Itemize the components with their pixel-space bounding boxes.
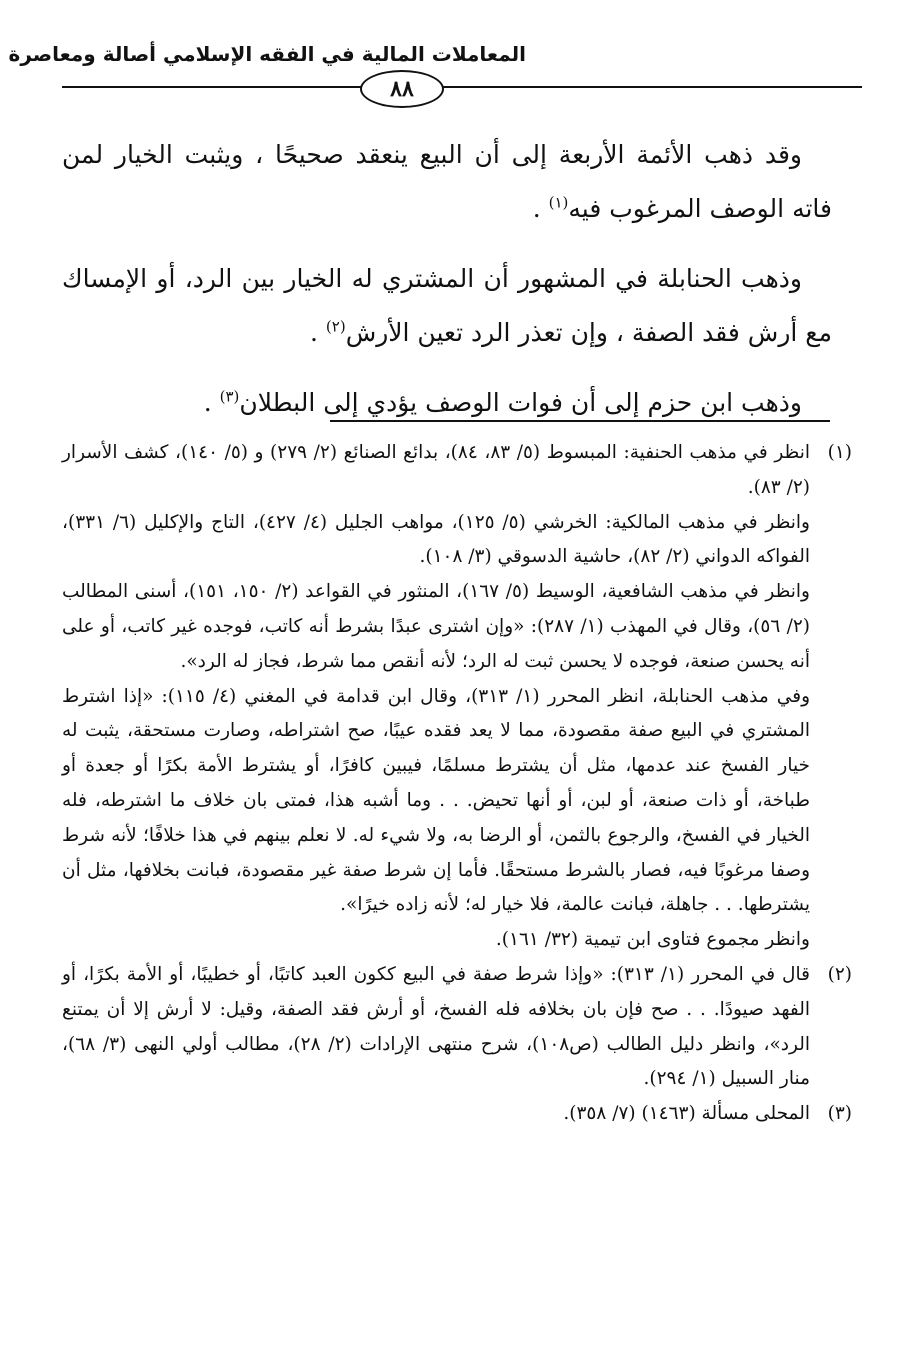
paragraph-3-end: . xyxy=(203,388,220,417)
footnote-3 xyxy=(62,1097,852,1132)
footnote-1-para-3: وانظر في مذهب الشافعية، الوسيط (٥/ ١٦٧)، المنثور في القواعد (٢/ ١٥٠، ١٥١)، أسنى المطالب (٢/ ٥٦)، وقال في المهذب (١/ ٢٨٧): «وإن اشترى عبدًا بشرط أنه كاتب، فوجده غير كاتب، أو على أنه يحسن صنعة، فوجده لا يحسن ثبت له الرد؛ لأنه أنقص مما شرط، فجاز له الرد». xyxy=(62,581,810,672)
paragraph-1-end: . xyxy=(532,194,549,223)
footnote-1-para-4: وفي مذهب الحنابلة، انظر المحرر (١/ ٣١٣)، وقال ابن قدامة في المغني (٤/ ١١٥): «إذا اشترط المشتري في البيع صفة مقصودة، مما لا يعد فقده عيبًا، صح اشتراطه، وصارت مستحقة، يثبت له خيار الفسخ عند عدمها، مثل أن يشترط مسلمًا، فيبين كافرًا، أو يشترط الأمة بكرًا أو جعدة أو طباخة، أو ذات صنعة، أو لبن، أو أنها تحيض. . . وما أشبه هذا، فمتى بان خلاف ما اشترطه، فله الخيار في الفسخ، والرجوع بالثمن، أو الرضا به، ولا شيء له. لا نعلم بينهم في هذا خلافًا؛ لأنه شرط وصفا مرغوبًا فيه، فصار بالشرط مستحقًا. فأما إن شرط صفة غير مقصودة، فبانت بخلافها، مثل أن يشترطها. . . جاهلة، فبانت عالمة، فلا خيار له؛ لأنه زاده خيرًا». xyxy=(62,685,810,916)
footnotes xyxy=(62,436,852,1132)
paragraph-2 xyxy=(62,252,832,360)
footnote-1-para-5: وانظر مجموع فتاوى ابن تيمية (٣٢/ ١٦١). xyxy=(495,929,810,951)
footnote-2-number: (٢) xyxy=(827,963,852,985)
footnote-ref-3: (٣) xyxy=(219,387,240,406)
footnote-1-para-1: انظر في مذهب الحنفية: المبسوط (٥/ ٨٣، ٨٤)، بدائع الصنائع (٢/ ٢٧٩) و (٥/ ١٤٠)، كشف الأسرار (٢/ ٨٣). xyxy=(62,442,810,498)
footnote-2 xyxy=(62,958,852,1097)
paragraph-3-text: وذهب ابن حزم إلى أن فوات الوصف يؤدي إلى البطلان xyxy=(239,388,802,417)
paragraph-1 xyxy=(62,128,832,236)
footnote-3-number: (٣) xyxy=(827,1103,852,1125)
page-number: ٨٨ xyxy=(360,70,444,108)
footnote-1-para-2: وانظر في مذهب المالكية: الخرشي (٥/ ١٢٥)، مواهب الجليل (٤/ ٤٢٧)، التاج والإكليل (٦/ ٣٣١)، الفواكه الدواني (٢/ ٨٢)، حاشية الدسوقي (٣/ ١٠٨). xyxy=(62,511,810,568)
footnote-3-para-1: المحلى مسألة (١٤٦٣) (٧/ ٣٥٨). xyxy=(563,1103,810,1125)
footnote-1-number: (١) xyxy=(827,442,852,463)
footnote-ref-2: (٢) xyxy=(325,317,346,336)
paragraph-2-text: وذهب الحنابلة في المشهور أن المشتري له الخيار بين الرد، أو الإمساك مع أرش فقد الصفة ، وإن تعذر الرد تعين الأرش xyxy=(62,264,832,347)
footnote-2-para-1: قال في المحرر (١/ ٣١٣): «وإذا شرط صفة في البيع ككون العبد كاتبًا، أو خطيبًا، أو الأمة بكرًا، أو الفهد صيودًا. . . صح فإن بان بخلافه فله الفسخ، أو أرش فقد الصفة، وقيل: لا أرش إلا أن يمتنع الرد»، وانظر دليل الطالب (ص١٠٨)، شرح منتهى الإرادات (٢/ ٢٨)، مطالب أولي النهى (٣/ ٦٨)، منار السبيل (١/ ٢٩٤). xyxy=(62,963,810,1090)
main-text xyxy=(62,128,832,446)
footnote-separator xyxy=(330,420,830,422)
footnote-ref-1: (١) xyxy=(548,193,569,212)
paragraph-1-text: وقد ذهب الأئمة الأربعة إلى أن البيع ينعقد صحيحًا ، ويثبت الخيار لمن فاته الوصف المرغوب فيه xyxy=(62,140,832,223)
header-rule xyxy=(62,86,862,88)
paragraph-2-end: . xyxy=(310,318,326,347)
footnote-1 xyxy=(62,436,852,958)
running-header-title: المعاملات المالية في الفقه الإسلامي أصالة ومعاصرة xyxy=(8,42,526,66)
